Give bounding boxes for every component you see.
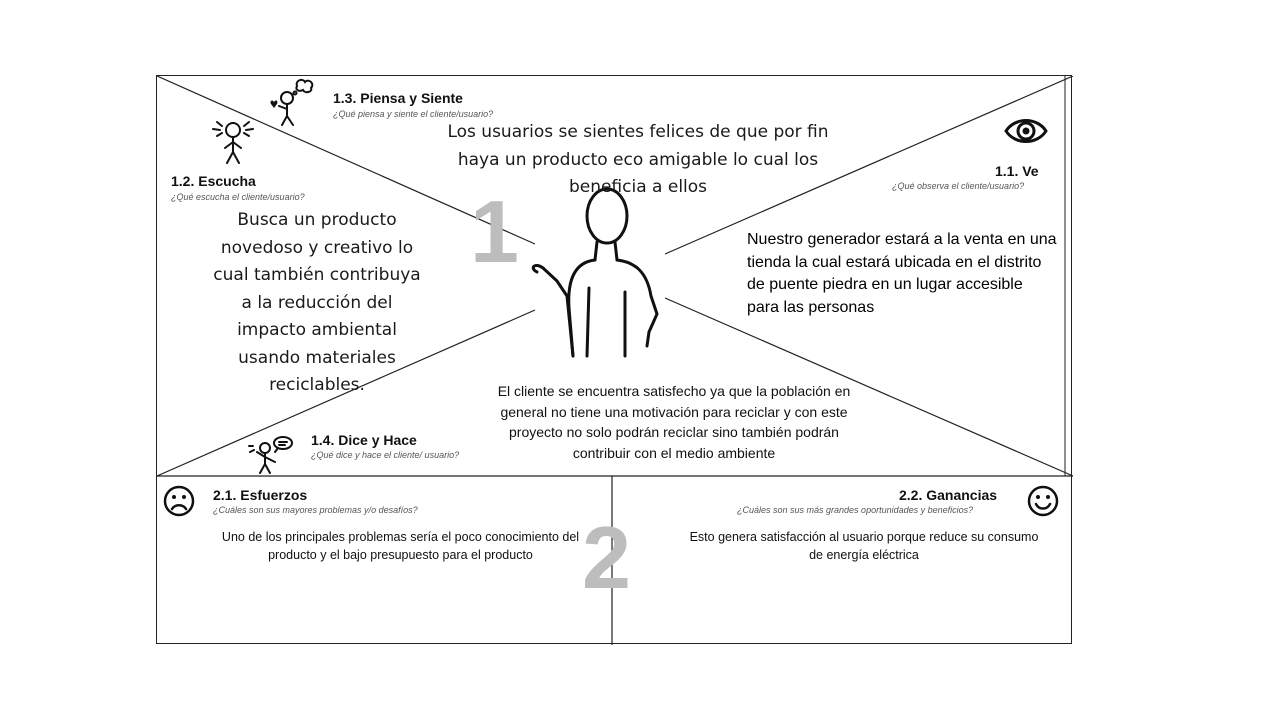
ganancias-question: ¿Cuáles son sus más grandes oportunidades y beneficios? xyxy=(737,505,974,515)
person-figure xyxy=(533,189,657,356)
dice-question: ¿Qué dice y hace el cliente/ usuario? xyxy=(311,450,460,460)
thinking-person-icon xyxy=(265,76,315,126)
escucha-note: Busca un producto novedoso y creativo lo cual también contribuya a la reducción del impacto ambiental usando materiales reciclables. xyxy=(213,210,421,395)
ve-title: 1.1. Ve xyxy=(995,163,1039,179)
piensa-title: 1.3. Piensa y Siente xyxy=(333,90,463,106)
piensa-question: ¿Qué piensa y siente el cliente/usuario? xyxy=(333,109,494,119)
esfuerzos-note: Uno de los principales problemas sería el poco conocimiento del producto y el bajo presupuesto para el producto xyxy=(221,530,580,562)
esfuerzos-question: ¿Cuáles son sus mayores problemas y/o desafíos? xyxy=(213,505,418,515)
ganancias-note: Esto genera satisfacción al usuario porque reduce su consumo de energía eléctrica xyxy=(689,530,1039,562)
dice-title: 1.4. Dice y Hace xyxy=(311,432,417,448)
ve-note: Nuestro generador estará a la venta en una tienda la cual estará ubicada en el distrito de puente piedra en un lugar accesible para las personas xyxy=(747,231,1057,316)
dice-note: El cliente se encuentra satisfecho ya que la población en general no tiene una motivación para reciclar y con este proyecto no solo podrán reciclar sino también podrán contribuir con el medio ambiente xyxy=(497,383,851,461)
esfuerzos-title: 2.1. Esfuerzos xyxy=(213,487,308,503)
speaking-person-icon xyxy=(245,434,297,474)
escucha-title: 1.2. Escucha xyxy=(171,173,256,189)
section-number-1: 1 xyxy=(470,182,519,281)
happy-face-icon xyxy=(1026,484,1060,518)
eye-icon xyxy=(1003,114,1049,148)
escucha-question: ¿Qué escucha el cliente/usuario? xyxy=(171,192,305,202)
piensa-note: Los usuarios se sientes felices de que por fin haya un producto eco amigable lo cual los beneficia a ellos xyxy=(447,122,829,197)
empathy-map-board xyxy=(156,75,1072,644)
sad-face-icon xyxy=(162,484,196,518)
section-number-2: 2 xyxy=(582,508,631,607)
listening-person-icon xyxy=(209,118,259,164)
ganancias-title: 2.2. Ganancias xyxy=(899,487,998,503)
ve-question: ¿Qué observa el cliente/usuario? xyxy=(892,181,1025,191)
